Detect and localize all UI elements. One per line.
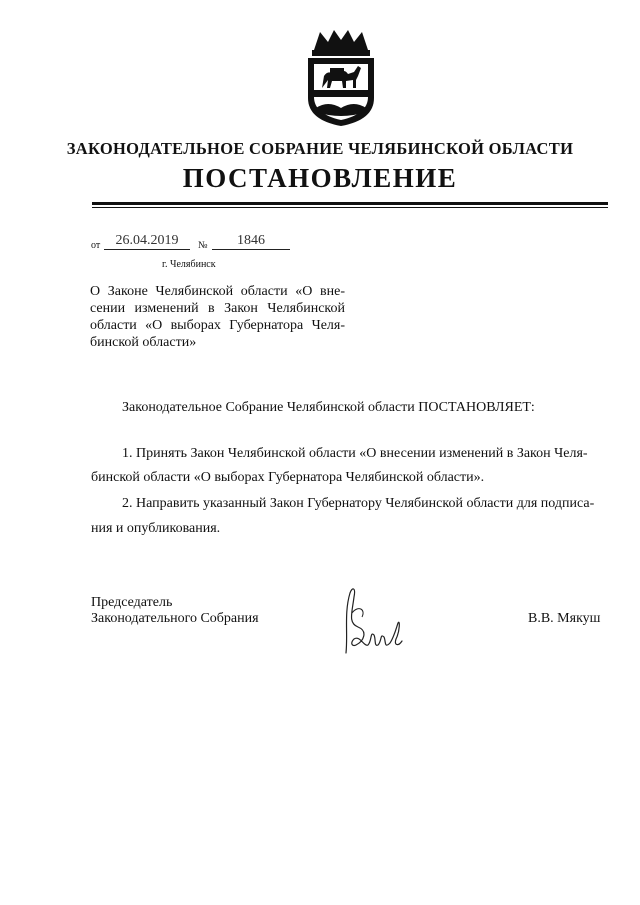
subject-line: бинской области» [90, 335, 197, 350]
signer-name: В.В. Мякуш [528, 611, 601, 626]
item-2-line-1: 2. Направить указанный Закон Губернатору Челябинской области для подписа- [122, 496, 595, 511]
document-subject [90, 283, 345, 351]
item-1-line-1: 1. Принять Закон Челябинской области «О внесении изменений в Закон Челя- [122, 446, 588, 461]
signer-title-line-1: Председатель [91, 595, 173, 610]
number-prefix: № [198, 240, 208, 251]
subject-line: сении изменений в Закон Челябинской [90, 301, 345, 316]
signer-title-line-2: Законодательного Собрания [91, 611, 259, 626]
organization-name: ЗАКОНОДАТЕЛЬНОЕ СОБРАНИЕ ЧЕЛЯБИНСКОЙ ОБЛАСТИ [66, 139, 574, 158]
header-divider-thick [92, 202, 608, 205]
document-type-title: ПОСТАНОВЛЕНИЕ [182, 163, 458, 193]
number-underline [212, 249, 290, 250]
item-2-line-2: ния и опубликования. [91, 521, 221, 536]
subject-line: области «О выборах Губернатора Челя- [90, 318, 345, 333]
date-prefix: от [91, 240, 101, 251]
chelyabinsk-coat-of-arms-icon [300, 28, 382, 128]
date-underline [104, 249, 190, 250]
item-1-line-2: бинской области «О выборах Губернатора Челябинской области». [91, 470, 485, 485]
document-date: 26.04.2019 [115, 233, 179, 248]
subject-line: О Законе Челябинской области «О вне- [90, 284, 345, 299]
city: г. Челябинск [162, 259, 216, 270]
handwritten-signature [338, 583, 410, 661]
header-divider-thin [92, 207, 608, 208]
preamble: Законодательное Собрание Челябинской области ПОСТАНОВЛЯЕТ: [122, 400, 535, 415]
document-number: 1846 [237, 233, 265, 248]
